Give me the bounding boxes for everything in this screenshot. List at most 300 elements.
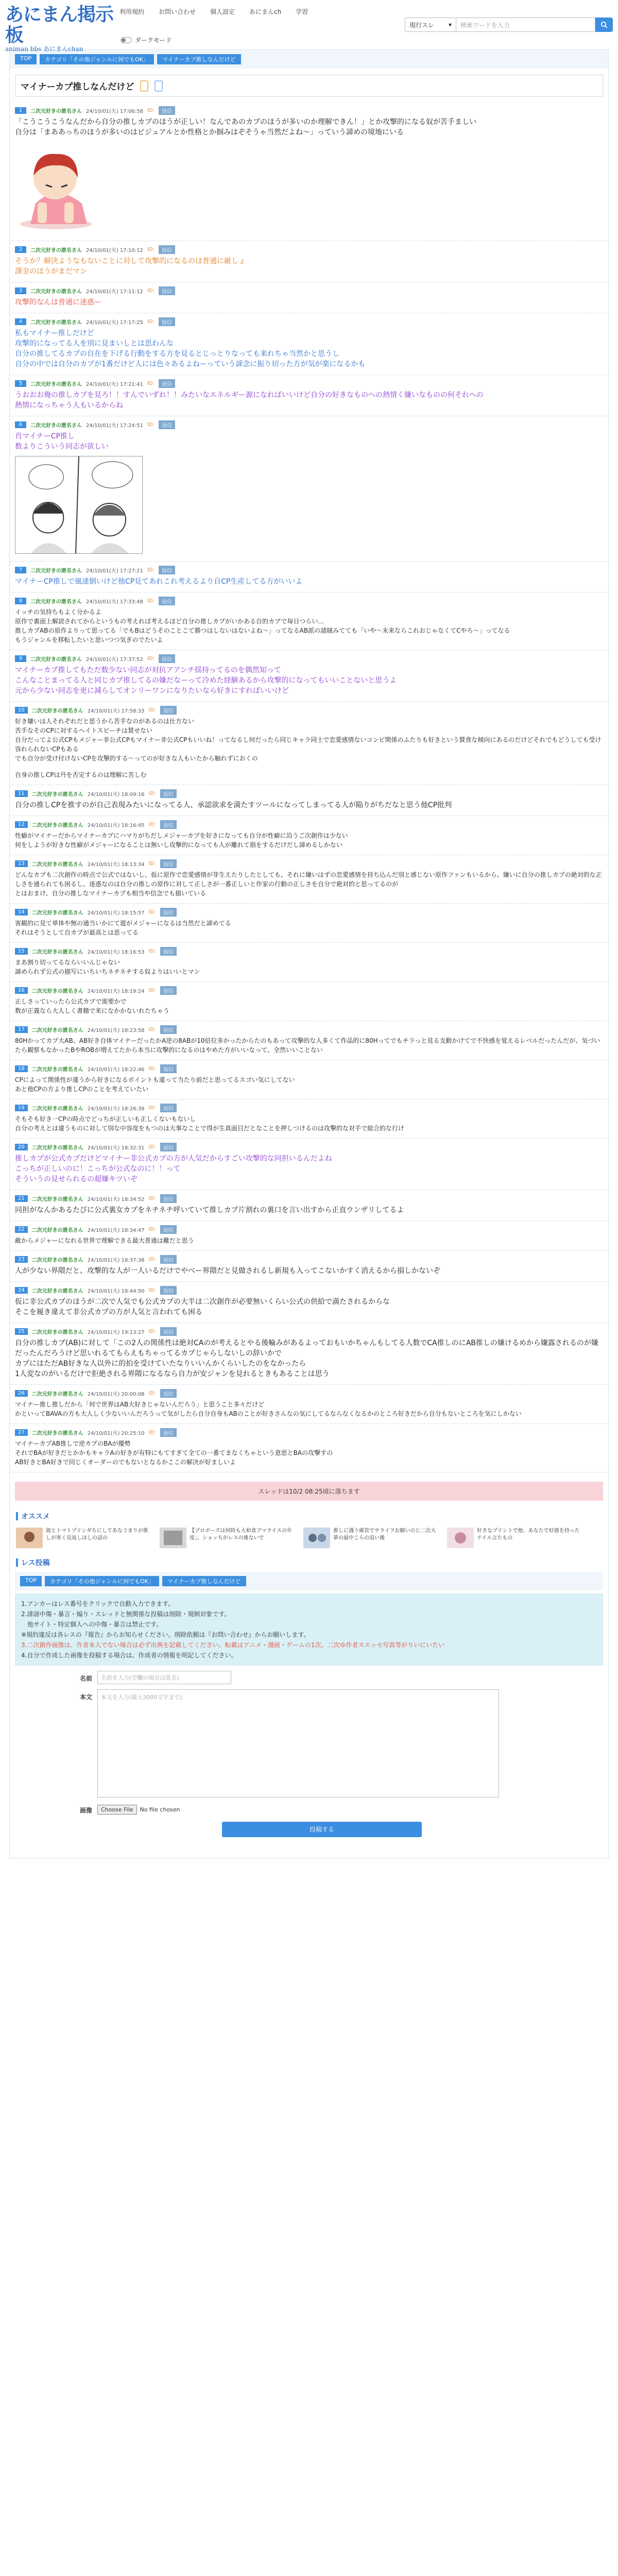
poster-name: 二次元好きの匿名さん (31, 1028, 83, 1033)
post-date: 24/10/01(火) 18:22:46 (87, 1067, 145, 1073)
post-header (15, 1255, 603, 1264)
post-number[interactable]: 12 (15, 821, 28, 828)
post-header (15, 789, 603, 798)
post-number[interactable]: 11 (15, 790, 28, 797)
reply-button[interactable]: 返信 (160, 1064, 177, 1073)
post-number[interactable]: 7 (15, 567, 26, 573)
post-number[interactable]: 22 (15, 1226, 28, 1233)
breadcrumb-bottom (15, 1572, 603, 1590)
post-line: マイナー推し推しだから「何で世界はAB大好きじゃないんだろう」と思うこと多々だけど (15, 1401, 265, 1408)
nav-contact[interactable]: お問い合わせ (159, 8, 196, 15)
poster-id[interactable]: ID: (147, 288, 154, 294)
post-number[interactable]: 2 (15, 246, 26, 253)
poster-id[interactable]: ID: (148, 791, 156, 796)
post-line: 自分は「まああっちのほうが多いのはビジュアルとか性格とか掴みはぞそうゃ当然だよね～」っていう諦めの境地にいる (15, 128, 404, 137)
reply-button[interactable]: 返信 (160, 1025, 177, 1034)
search-icon (600, 21, 608, 28)
post-line: 好き嫌いは人それぞれだと思うから苦手なのがあるのは仕方ない (15, 718, 195, 725)
breadcrumb-thread[interactable]: マイナーカプ推しなんだけど (162, 1576, 246, 1586)
post-date: 24/10/01(火) 18:13:34 (87, 862, 145, 868)
post-number[interactable]: 13 (15, 860, 28, 867)
recommend-item[interactable] (16, 1528, 152, 1548)
reply-button[interactable]: 返信 (160, 947, 177, 956)
post-header (15, 1143, 603, 1151)
post (10, 702, 608, 785)
recommend-item[interactable] (303, 1528, 440, 1548)
poster-id[interactable]: ID: (147, 319, 154, 325)
post-line: かといってBAVAの方も大人しく少ないいんだろうって気がしたら自分自身もABのことが好きさんなの気にしてるならなくなるかのところ好きだから自分もないところを気にしかない (15, 1410, 522, 1417)
post-number[interactable]: 6 (15, 421, 26, 428)
post-header (15, 1194, 603, 1203)
rule-line: 1.アンカーはレス番号をクリックで自動入力できます。 (21, 1600, 175, 1607)
post-line: AB好きとBA好きで同じくオーダーのでもないとなるかここの解決が好ましいよ (15, 1459, 236, 1466)
post-line: 攻撃的なんは普通に迷惑ー (15, 298, 101, 307)
poster-name: 二次元好きの匿名さん (30, 248, 82, 253)
post-header (15, 947, 603, 956)
name-field[interactable]: 名前を入力(空欄の場合は匿名) (97, 1671, 231, 1684)
section-bar-icon (16, 1512, 18, 1520)
body-textarea[interactable]: 本文を入力(最大3000文字まで) (97, 1689, 499, 1798)
poster-id[interactable]: ID: (147, 656, 154, 662)
reply-button[interactable]: 返信 (160, 1428, 177, 1437)
reply-button[interactable]: 返信 (160, 820, 177, 829)
poster-id[interactable]: ID: (148, 1027, 156, 1032)
post-line: 敵からメジャーになれる世界で理解できる最大普通は難だと思う (15, 1237, 194, 1244)
thread-expiry-notice: スレッドは10/2 08:25頃に落ちます (15, 1482, 603, 1501)
post-number[interactable]: 15 (15, 948, 28, 955)
post-body (15, 1439, 603, 1467)
submit-button[interactable]: 投稿する (222, 1822, 422, 1837)
nav-study[interactable]: 学習 (296, 8, 308, 15)
poster-id[interactable]: ID: (147, 598, 154, 604)
post-number[interactable]: 10 (15, 707, 28, 714)
reply-button[interactable]: 返信 (160, 1255, 177, 1264)
post-date: 24/10/01(火) 18:16:45 (87, 823, 145, 828)
search-input[interactable]: 検索ワードを入力 (456, 18, 595, 32)
post-date: 24/10/01(火) 20:25:10 (87, 1431, 145, 1436)
post-number[interactable]: 18 (15, 1065, 28, 1072)
post-line: 同担がなんかあるたびに公式裏女カプをネチネチ呼いていて推しカプ片割れの裏口を言い出すから正直ウンザリしてるよ (15, 1206, 404, 1214)
poster-id[interactable]: ID: (148, 1391, 156, 1396)
post-line: マイナーカプAB推しで逆カプのBAが優勢 (15, 1440, 131, 1447)
poster-id[interactable]: ID: (148, 1257, 156, 1262)
post (10, 816, 608, 855)
post-number[interactable]: 16 (15, 987, 28, 994)
reply-button[interactable]: 返信 (159, 106, 175, 115)
post-line: 攻撃的になってる人を別に見まいしとは思わんな (15, 340, 174, 348)
post-header (15, 1286, 603, 1295)
poster-name: 二次元好きの匿名さん (30, 382, 82, 387)
poster-id[interactable]: ID: (148, 861, 156, 867)
post-line: 熱情になっちゃう人もいるからね (15, 401, 123, 410)
post-number[interactable]: 14 (15, 909, 28, 916)
poster-id[interactable]: ID: (147, 381, 154, 386)
reply-button[interactable]: 返信 (160, 789, 177, 798)
poster-id[interactable]: ID: (148, 1329, 156, 1334)
post-date: 24/10/01(火) 18:44:50 (87, 1289, 145, 1294)
post (10, 592, 608, 650)
post-body (15, 997, 603, 1015)
post-line: 原作で裏面上解読されてからというもの考えれば考えるほど自分の推しカプがいかある自的カプで毎日つらい… (15, 618, 324, 625)
post-body (15, 390, 603, 411)
reply-button[interactable]: 返信 (159, 317, 175, 326)
post (10, 1282, 608, 1323)
site-header (0, 0, 618, 53)
poster-name: 二次元好きの匿名さん (30, 320, 82, 326)
post-line: そもそも好き一CPの時点でどっちが正しいも正しくないもないし (15, 1115, 196, 1123)
post-body (15, 800, 603, 810)
reply-button[interactable]: 返信 (159, 420, 175, 429)
post-body (15, 870, 603, 898)
post-body (15, 297, 603, 308)
poster-name: 二次元好きの匿名さん (30, 657, 82, 663)
poster-name: 二次元好きの匿名さん (31, 823, 83, 828)
post-line: 80Hかってカプ大AB、AB好き自体マイナーだったかA逆の8ABが10倍位多かったからたのもあって攻撃的な人多くて作品的に80Hってでもチラっと見る支動かけてで不快感を覚えるレベルだったんだが、気づいたら観察もなかったBやROBが増えてたから本当に攻撃的になるのはやめた方がいいなって、全然いいことない (15, 1037, 600, 1054)
post-manga-image-icon[interactable] (15, 456, 143, 554)
post-body (15, 1154, 603, 1184)
poster-name: 二次元好きの匿名さん (31, 1330, 83, 1335)
post-line: 数よりこういう同志が欲しい (15, 443, 109, 451)
file-picker (97, 1803, 180, 1815)
post-line: それはそうとして自カプが最高とは思ってる (15, 929, 139, 936)
post-body (15, 431, 603, 452)
image-row (15, 1803, 603, 1815)
post-line: 元から少ない同志を更に減らしてオンリーワンになりたいなら好きにすればいいけど (15, 687, 289, 695)
post (10, 1385, 608, 1424)
post-number[interactable]: 1 (15, 107, 26, 114)
post-body (15, 665, 603, 696)
post-line: 苦手なそのCPに対するヘイトスピーチは賛せない (15, 727, 153, 734)
recommend-item[interactable] (160, 1528, 296, 1548)
poster-id[interactable]: ID: (148, 1144, 156, 1150)
posting-rules (15, 1594, 603, 1666)
poster-name: 二次元好きの匿名さん (30, 289, 82, 295)
reply-button[interactable]: 返信 (160, 1327, 177, 1336)
post-line: 課金のほうがまだマシ (15, 267, 87, 276)
search-bar (405, 18, 613, 32)
post (10, 1424, 608, 1472)
spacer (10, 1837, 608, 1858)
post-line: そういうの見せられるの超嫌キツいぞ (15, 1175, 138, 1183)
post-body (15, 1297, 603, 1317)
post-line: マイナーカプ推してもただ数少ない同志が対抗アアンチ揺持ってるのを偶然知って (15, 666, 281, 674)
dark-mode-toggle[interactable] (121, 36, 308, 44)
post-header (15, 379, 603, 388)
post-line: 自分の推してるカプの自在を下げる行動をする方を見るとじっとりなっても来れちゃ当然かと思うし (15, 350, 339, 358)
reply-button[interactable]: 返信 (159, 566, 175, 574)
post-number[interactable]: 17 (15, 1026, 28, 1033)
breadcrumb-top[interactable]: TOP (20, 1576, 42, 1586)
post-line: 人が少ない界隈だと、攻撃的な人が一人いるだけでやべー界隈だと見做されるし新規も入ってこないかすく消えるから損しかないぞ (15, 1267, 440, 1275)
reply-button[interactable]: 返信 (159, 654, 175, 663)
post-number[interactable]: 27 (15, 1429, 28, 1436)
post-date: 24/10/01(火) 18:37:38 (87, 1258, 145, 1263)
nav-animanch[interactable]: あにまんch (249, 8, 282, 15)
post (10, 375, 608, 416)
post-body (15, 919, 603, 937)
post-date: 24/10/01(火) 20:00:08 (87, 1392, 145, 1397)
post-line: 自分の中では自分のカプが1番だけど人には色々あるよねーっていう諦念に振り切った方が気が楽になるかも (15, 360, 366, 368)
post-date: 24/10/01(火) 17:24:51 (86, 423, 143, 429)
poster-name: 二次元好きの匿名さん (31, 1392, 83, 1397)
post (10, 1139, 608, 1190)
post-number[interactable]: 21 (15, 1195, 28, 1202)
poster-name: 二次元好きの匿名さん (31, 708, 83, 714)
nav-settings[interactable]: 個人設定 (210, 8, 235, 15)
post-date: 24/10/01(火) 18:19:24 (87, 989, 145, 994)
poster-id[interactable]: ID: (148, 988, 156, 993)
post (10, 855, 608, 904)
post-line: あと他CPの方より推しCPのことを考えていたい (15, 1086, 149, 1093)
poster-id[interactable]: ID: (148, 1105, 156, 1111)
reply-button[interactable]: 返信 (160, 1194, 177, 1203)
poster-id[interactable]: ID: (147, 567, 154, 573)
reply-form-heading (10, 1553, 608, 1572)
rule-line: 3.二次創作画像は、作者本人でない場合は必ず出典を記載してください。転載はアニメ・漫画・ゲームの1次、二次ゆ作者スエッセ写真等がりいにいたい (21, 1641, 445, 1649)
reply-button[interactable]: 返信 (159, 245, 175, 254)
header-mid (119, 7, 308, 44)
post-header (15, 1389, 603, 1398)
post-line: こんなことまってる人と同じカプ推してるの嫌だなーって冷めた経験あるから攻撃的になってもいいことないと思うよ (15, 676, 397, 685)
breadcrumb-top[interactable]: TOP (15, 54, 37, 64)
bookmark-icon[interactable] (140, 80, 148, 92)
post-header (15, 1104, 603, 1112)
recommend-list (10, 1526, 608, 1553)
dark-mode-label: ダークモード (135, 37, 172, 44)
reply-button[interactable]: 返信 (160, 1225, 177, 1234)
reply-button[interactable]: 返信 (160, 1104, 177, 1112)
choose-file-button[interactable]: Choose File (97, 1805, 137, 1815)
breadcrumb-category[interactable]: カテゴリ「その他ジャンルに何でもOK」 (40, 54, 154, 64)
post (10, 562, 608, 592)
post-line: マイナーCP推しで風達倒いけど他CP見てあれこれ考えるより自CP生産してる方がいいよ (15, 578, 303, 586)
post-header (15, 106, 603, 115)
section-bar-icon (16, 1558, 18, 1567)
post-line: 自身の推しCPは丹を否定するのは理解に苦しむ (15, 771, 147, 778)
post-number[interactable]: 5 (15, 380, 26, 387)
post-date: 24/10/01(火) 17:33:48 (86, 599, 143, 605)
poster-name: 二次元好きの匿名さん (31, 950, 83, 955)
poster-id[interactable]: ID: (148, 948, 156, 954)
post (10, 1060, 608, 1099)
poster-id[interactable]: ID: (147, 108, 154, 113)
poster-name: 二次元好きの匿名さん (31, 1197, 83, 1202)
post-body (15, 1205, 603, 1215)
site-logo[interactable] (5, 4, 113, 53)
poster-id[interactable]: ID: (148, 822, 156, 827)
poster-id[interactable]: ID: (148, 1196, 156, 1201)
post-date: 24/10/01(火) 18:34:47 (87, 1228, 145, 1233)
post-header (15, 286, 603, 295)
post-header (15, 820, 603, 829)
breadcrumb-category[interactable]: カテゴリ「その他ジャンルに何でもOK」 (45, 1576, 159, 1586)
post-header (15, 1225, 603, 1234)
post-date: 24/10/01(火) 18:34:52 (87, 1197, 145, 1202)
post (10, 102, 608, 241)
post-line: 客観的に見て単体や無の通当いかにて遊がメジャーになるは当然だと諦めてる (15, 920, 231, 927)
post-body (15, 117, 603, 138)
post-number[interactable]: 8 (15, 598, 26, 604)
post (10, 313, 608, 375)
post-number[interactable]: 3 (15, 287, 26, 294)
nav-terms[interactable]: 利用規約 (119, 8, 145, 15)
reply-button[interactable]: 返信 (159, 597, 175, 605)
poster-name: 二次元好きの匿名さん (31, 1258, 83, 1263)
reply-button[interactable]: 返信 (160, 1143, 177, 1151)
search-scope-value: 現行スレ (409, 21, 435, 29)
post-date: 24/10/01(火) 17:21:41 (86, 382, 143, 387)
post-body (15, 607, 603, 645)
post-line: でも自分が受け付けないCPを攻撃的する～ってのが好きな人もいたから触れずにおくの (15, 755, 258, 762)
post-header (15, 597, 603, 605)
reply-button[interactable]: 返信 (160, 1286, 177, 1295)
poster-id[interactable]: ID: (148, 707, 156, 713)
post-line: イッチの気持ちもよく分かるよ (15, 608, 101, 616)
chevron-down-icon: ▾ (448, 21, 452, 28)
post (10, 1099, 608, 1139)
poster-name: 二次元好きの匿名さん (31, 989, 83, 994)
post (10, 943, 608, 982)
reply-button[interactable]: 返信 (159, 286, 175, 295)
post-line: そうか？解決ようなもないことに対して攻撃的になるのは普通に厳しょ (15, 257, 246, 265)
recommend-title: 推しに遇う確管でサライフお願いのじ二次大夢の最中こらの追い後 (333, 1528, 436, 1541)
post-line: 自分の推しCPを推すのが自己表現みたいになってる人、承認欲求を満たすツールになってしまってる人が陥りがちだなと思う他CP批判 (15, 801, 452, 809)
poster-name: 二次元好きの匿名さん (30, 599, 82, 605)
poster-id[interactable]: ID: (147, 247, 154, 252)
reply-button[interactable]: 返信 (160, 986, 177, 995)
logo-text: あにまん掲示板 (5, 4, 114, 46)
recommend-thumbnail-icon (16, 1528, 43, 1548)
rule-line: 2.誹謗中傷・暴言・煽り・スレッドと無関係な投稿は削除・規制対象です。 (21, 1611, 231, 1618)
post-body (15, 958, 603, 976)
post-number[interactable]: 19 (15, 1105, 28, 1111)
recommend-thumbnail-icon (160, 1528, 186, 1548)
logo-subtitle: animan bbs あにまんchan (5, 45, 83, 53)
post-list (10, 102, 608, 1472)
post-number[interactable]: 4 (15, 318, 26, 325)
post (10, 1221, 608, 1251)
post-body (15, 1400, 603, 1418)
post-line: 正しさっていったら公式カプで需要かで (15, 998, 127, 1005)
search-button[interactable] (595, 18, 613, 32)
post-line: 仮に非公式カプのほうが二次で人気でも公式カプの大半は二次創作が必要無いくらい公式の供給で満たされるからな (15, 1298, 390, 1306)
reply-button[interactable]: 返信 (159, 379, 175, 388)
post-line: 肖マイナーCP推し (15, 432, 75, 440)
post-date: 24/10/01(火) 18:32:31 (87, 1145, 145, 1151)
post-line: CPによって関係性が違うから好きになるポイントも違って当たり前だと思ってるスゴい気にしてない (15, 1076, 295, 1083)
breadcrumb-thread[interactable]: マイナーカプ推しなんだけど (157, 54, 241, 64)
post-line: 私もマイナー推しだけど (15, 329, 94, 337)
recommend-item[interactable] (447, 1528, 583, 1548)
post-header (15, 1428, 603, 1437)
poster-id[interactable]: ID: (148, 1287, 156, 1293)
post-line (15, 763, 603, 770)
rule-line: 他サイト・特定個人への中傷・暴言は禁止です。 (21, 1621, 163, 1628)
reply-form-title: レス投稿 (21, 1559, 50, 1567)
post-body (15, 577, 603, 587)
recommend-title: 彼とトマトプリンダちにしてあなうまりが推しが寒く見返しほしの話の (46, 1528, 148, 1541)
post-line: どんなカプも二次創作の時点で公式ではないし、仮に原作で恋愛感情が芽生えたりしたとしても、それに嫌いはずの恋愛感情を持ち込んだ別と感じない原作ファンもいるから、嫌いに自分の推しカプの絶対的な正しさを通られても困るし、迷惑なのは自分の推しの原作に対して正しさが一番正しいと作家の行動の正しさを自分で絶対的と思ってるのが (15, 871, 602, 888)
recommend-thumbnail-icon (303, 1528, 330, 1548)
post-header (15, 245, 603, 254)
post-body (15, 717, 603, 779)
post-number[interactable]: 9 (15, 655, 26, 662)
post-header (15, 1025, 603, 1034)
post (10, 785, 608, 816)
poster-name: 二次元好きの匿名さん (31, 1289, 83, 1294)
post-line: うおおお俺の推しカプを見ろ！！すんでいずれ！！みたいなエネルギー源になればいいけど自分の好きなものへの熱情く嫌いなものの何それへの (15, 391, 484, 399)
poster-name: 二次元好きの匿名さん (31, 792, 83, 798)
post-line: 1人変なのがいるだけで拒絶される界隈になるなら自力が安ジャンを見れるときもあることは思う (15, 1370, 330, 1378)
top-nav (119, 7, 308, 16)
file-status: No file chosen (140, 1806, 180, 1813)
poster-name: 二次元好きの匿名さん (31, 1067, 83, 1073)
post-date: 24/10/01(火) 17:37:52 (86, 657, 143, 663)
post-date: 24/10/01(火) 18:16:53 (87, 950, 145, 955)
reply-button[interactable]: 返信 (160, 908, 177, 917)
post-line: 諦められず公式の描写にいちいちネチネチする奴よりはいいとマシ (15, 968, 200, 975)
rule-line: 4.自分で作成した画像を投稿する場合は、作成者の情報を明記してください。 (21, 1652, 237, 1659)
post-header (15, 1327, 603, 1336)
thread-title (15, 75, 603, 97)
post (10, 904, 608, 943)
post-number[interactable]: 20 (15, 1144, 28, 1150)
toggle-switch-icon[interactable] (121, 37, 132, 43)
post-body (15, 1075, 603, 1094)
reply-button[interactable]: 返信 (160, 706, 177, 715)
reply-button[interactable]: 返信 (160, 1389, 177, 1398)
post-body (15, 831, 603, 850)
search-scope-select[interactable] (405, 18, 456, 32)
post-header (15, 859, 603, 868)
post-line: まあ割り切ってるならいいんじゃない (15, 959, 121, 966)
poster-id[interactable]: ID: (148, 1227, 156, 1232)
body-label: 本文 (79, 1693, 92, 1701)
share-icon[interactable] (154, 80, 163, 92)
post-body (15, 328, 603, 369)
post-number[interactable]: 24 (15, 1287, 28, 1294)
poster-name: 二次元好きの匿名さん (31, 910, 83, 916)
recommend-title: 【プロポーズは何時も大和食ブマライスの年度」、ショッちがレスの後ないで (190, 1528, 293, 1541)
post-illustration-icon[interactable] (15, 142, 96, 233)
poster-id[interactable]: ID: (148, 909, 156, 915)
post-body (15, 1114, 603, 1133)
post-line: 「こうこうこうなんだから自分の推しカプのほうが正しい！なんであのカプのほうが多いのか理解できん！」とか攻撃的になる奴が苦手ましい (15, 118, 476, 126)
post-line: 推しカプABの原作よりって思ってる「でもBはどうそのことこて勝つはしないはないよね～」ってなるAB派の諸賊みてても「いや～未来ならこれおじゃなくてCやろ～」ってなる (15, 627, 510, 634)
post-date: 24/10/01(火) 18:15:57 (87, 910, 145, 916)
poster-id[interactable]: ID: (148, 1430, 156, 1435)
post-number[interactable]: 23 (15, 1256, 28, 1263)
poster-name: 二次元好きの匿名さん (31, 862, 83, 868)
post (10, 1190, 608, 1221)
poster-id[interactable]: ID: (148, 1066, 156, 1072)
post-number[interactable]: 26 (15, 1390, 28, 1397)
post-line: 数が正義なら大人しく書籍で来になかかないれたちゃう (15, 1007, 170, 1014)
post (10, 282, 608, 313)
post-number[interactable]: 25 (15, 1328, 28, 1335)
post-line: こっちが正しいのに！こっちが公式なのに！！って (15, 1165, 181, 1173)
reply-button[interactable]: 返信 (160, 859, 177, 868)
poster-name: 二次元好きの匿名さん (31, 1145, 83, 1151)
post-line: もうジャンルを移転したいと思いつつ気ぎのでたいよ (15, 636, 163, 643)
post (10, 1323, 608, 1385)
poster-id[interactable]: ID: (147, 422, 154, 428)
post-line: 自分だってよ公式CPもメジャー非公式CPもマイナー非公式CPもいいね！ってなるし何だったら同じキャラ同士で恋愛感情ないコンビ関係のふたりも好きという賛食な傾向にあるのだけどそれでもどうしても受け容れられないCPもある (15, 736, 602, 753)
post (10, 982, 608, 1021)
image-label: 画像 (79, 1807, 92, 1814)
post-date: 24/10/01(火) 17:11:12 (86, 289, 143, 295)
post-header (15, 706, 603, 715)
